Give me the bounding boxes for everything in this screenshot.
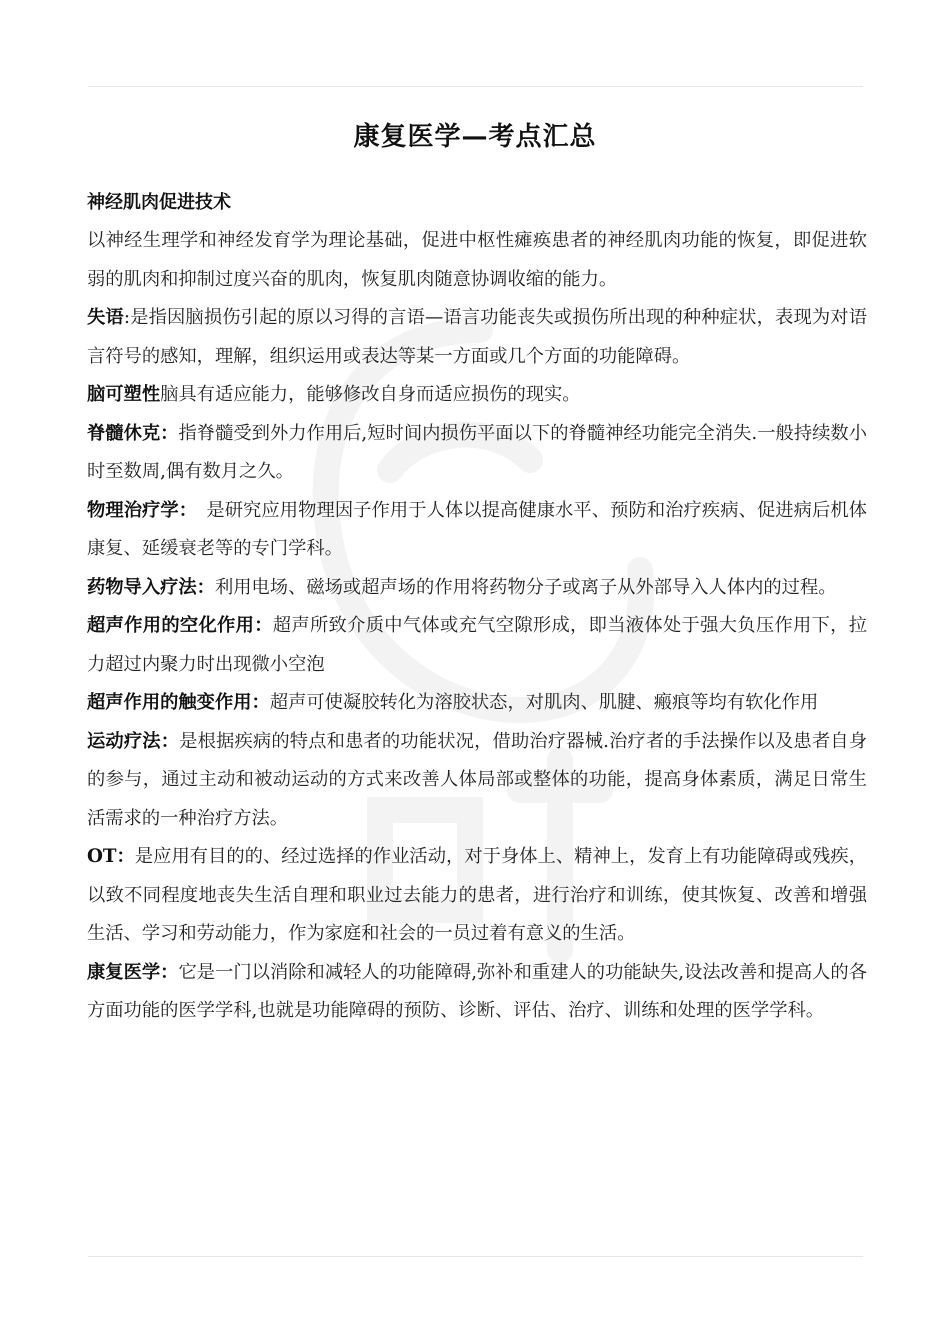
definition-entry: [87, 299, 867, 376]
page-title: 康复医学—考点汇总: [353, 122, 597, 152]
definition-entry: [87, 723, 867, 839]
definition-body: 利用电场、磁场或超声场的作用将药物分子或离子从外部导入人体内的过程。: [214, 576, 837, 598]
definition-term: 运动疗法：: [87, 730, 180, 752]
definition-term: 超声作用的触变作用：: [87, 692, 270, 713]
header-rule: [88, 86, 863, 87]
definition-entry: [87, 492, 867, 569]
section-heading: 神经肌肉促进技术: [87, 192, 231, 213]
definition-entry: [87, 415, 867, 492]
definition-term: 失语: [87, 307, 124, 328]
definition-entry: [87, 376, 867, 415]
definition-term: 药物导入疗法：: [87, 576, 215, 598]
definition-body: 是根据疾病的特点和患者的功能状况，借助治疗器械.治疗者的手法操作以及患者自身的参与，通过主动和被动运动的方式来改善人体局部或整体的功能，提高身体素质，满足日常生活需求的一种治疗方法。: [87, 730, 868, 829]
definition-entry: [87, 954, 867, 1031]
definition-term: 物理治疗学：: [87, 499, 188, 521]
definition-entry: [87, 684, 867, 723]
definition-entry: [87, 838, 867, 954]
definition-body: :是指因脑损伤引起的原以习得的言语—语言功能丧失或损伤所出现的种种症状，表现为对语言符号的感知，理解，组织运用或表达等某一方面或几个方面的功能障碍。: [87, 307, 867, 367]
definition-body: 超声所致介质中气体或充气空隙形成，即当液体处于强大负压作用下，拉力超过内聚力时出现微小空泡: [87, 615, 868, 675]
definition-term: 康复医学：: [87, 961, 179, 983]
definition-body: 脑具有适应能力，能够修改自身而适应损伤的现实。: [160, 384, 581, 405]
definition-term: 脑可塑性: [87, 384, 161, 405]
footer-rule: [88, 1256, 863, 1257]
definition-body: 它是一门以消除和减轻人的功能障碍,弥补和重建人的功能缺失,设法改善和提高人的各方面功能的医学学科,也就是功能障碍的预防、诊断、评估、治疗、训练和处理的医学学科。: [87, 961, 868, 1021]
definition-entry: [87, 607, 867, 684]
definition-entry: [87, 569, 867, 608]
definition-body: 是应用有目的的、经过选择的作业活动，对于身体上、精神上，发育上有功能障碍或残疾，以致不同程度地丧失生活自理和职业过去能力的患者，进行治疗和训练，使其恢复、改善和增强生活、学习和劳动能力，作为家庭和社会的一员过着有意义的生活。: [87, 846, 867, 944]
definition-body: 以神经生理学和神经发育学为理论基础，促进中枢性瘫痪患者的神经肌肉功能的恢复，即促进软弱的肌肉和抑制过度兴奋的肌肉，恢复肌肉随意协调收缩的能力。: [87, 230, 867, 290]
definition-term: 超声作用的空化作用：: [87, 615, 273, 636]
definition-body: 指脊髓受到外力作用后,短时间内损伤平面以下的脊髓神经功能完全消失.一般持续数小时至数周,偶有数月之久。: [87, 422, 868, 482]
definition-body: 超声可使凝胶转化为溶胶状态，对肌肉、肌腱、瘢痕等均有软化作用: [269, 692, 819, 713]
definition-body: 是研究应用物理因子作用于人体以提高健康水平、预防和治疗疾病、促进病后机体康复、延缓衰老等的专门学科。: [87, 499, 868, 559]
document-body: [87, 188, 867, 1031]
definition-term: 脊髓休克：: [87, 422, 179, 444]
definition-term: OT：: [87, 846, 135, 867]
definition-entry: [87, 222, 867, 299]
